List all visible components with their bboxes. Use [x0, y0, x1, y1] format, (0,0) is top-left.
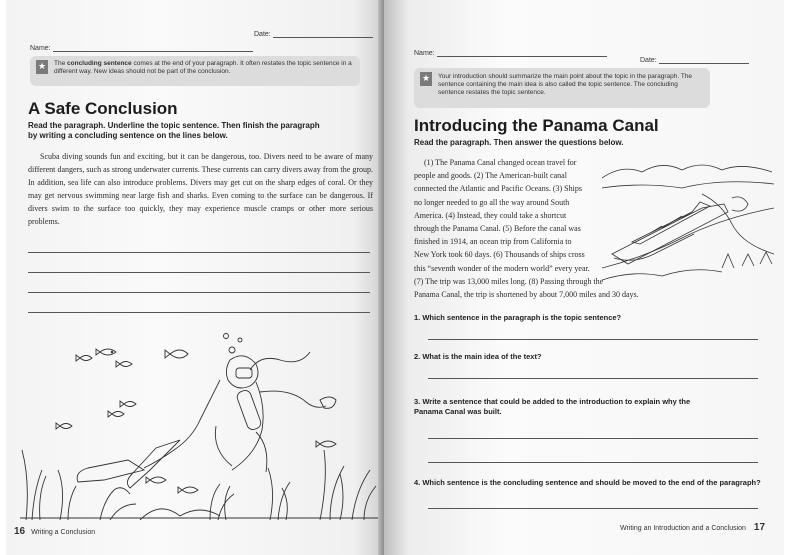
writing-line[interactable]	[28, 252, 370, 253]
name-field	[414, 49, 607, 57]
instructions: Read the paragraph. Then answer the questions below.	[414, 138, 624, 147]
left-footer	[14, 526, 95, 537]
star-icon: ★	[36, 60, 48, 74]
page-title: A Safe Conclusion	[28, 99, 178, 118]
question-2: 2. What is the main idea of the text?	[414, 352, 542, 361]
left-page	[6, 0, 384, 555]
scuba-diver-illustration	[20, 330, 380, 520]
date-label: Date:	[640, 57, 657, 64]
tip-box: ★ The concluding sentence comes at the end of your paragraph. It often restates the topic sentence in a different way. New ideas should not be part of the conclusion.	[30, 56, 360, 86]
date-field	[640, 56, 749, 64]
tip-keyword: concluding sentence	[67, 60, 132, 67]
date-line[interactable]	[659, 56, 749, 64]
question-3: 3. Write a sentence that could be added to the introduction to explain why the Panama Canal was built.	[414, 397, 691, 416]
page-title: Introducing the Panama Canal	[414, 116, 659, 135]
answer-line[interactable]	[428, 378, 758, 379]
answer-line[interactable]	[428, 339, 758, 340]
passage: (1) The Panama Canal changed ocean travel for people and goods. (2) The American-built canal connected the Atlantic and Pacific Oceans. (3) Ships no longer needed to go all the way around South America. (4) Instead, they could take a shortcut through the Panama Canal. (5) Before the canal was finished in 1914, an ocean trip from California to New York took 60 days. (6) Thousands of ships cross this “seventh wonder of the modern world” every year. (7) The trip was 13,000 miles long. (8) Passing through the Panama Canal, the trip is shortened by about 7,000 miles and 30 days.	[414, 158, 639, 300]
question-1: 1. Which sentence in the paragraph is the topic sentence?	[414, 313, 622, 322]
date-line[interactable]	[273, 30, 373, 38]
passage: Scuba diving sounds fun and exciting, but it can be dangerous, too. Divers need to be aware of many different dangers, such as strong underwater currents. These currents can carry divers away from the group. In addition, sea life can also introduce problems. Divers may get cut on the sharp edges of coral. Or they may get nervous swimming near large fish and sharks. Even coming to the surface can be dangerous. If divers swim to the surface too quickly, they may experience muscle cramps or other more serious problems.	[28, 152, 373, 226]
name-line[interactable]	[437, 49, 607, 57]
footer-text: Writing a Conclusion	[31, 529, 96, 536]
name-line[interactable]	[53, 44, 253, 52]
right-page	[384, 0, 784, 555]
right-footer	[620, 522, 769, 533]
answer-line[interactable]	[428, 462, 758, 463]
question-4: 4. Which sentence is the concluding sentence and should be moved to the end of the paragraph?	[414, 478, 761, 487]
tip-box: ★ Your introduction should summarize the main point about the topic in the paragraph. The sentence containing the main idea is also called the topic sentence. The concluding sentence restates the topic sentence.	[414, 68, 710, 108]
writing-line[interactable]	[28, 292, 370, 293]
page-number: 16	[14, 526, 26, 537]
answer-line[interactable]	[428, 508, 758, 509]
date-field	[254, 30, 373, 38]
date-label: Date:	[254, 31, 271, 38]
name-label: Name:	[414, 50, 435, 57]
writing-line[interactable]	[28, 272, 370, 273]
page-number: 17	[753, 522, 766, 533]
answer-line[interactable]	[428, 438, 758, 439]
instructions: Read the paragraph. Underline the topic sentence. Then finish the paragraph by writing a concluding sentence on the lines below.	[28, 121, 320, 140]
name-label: Name:	[30, 45, 51, 52]
star-icon: ★	[420, 72, 432, 86]
writing-line[interactable]	[28, 312, 370, 313]
cruise-ship-canal-illustration	[602, 158, 774, 288]
footer-text: Writing an Introduction and a Conclusion	[620, 525, 746, 532]
name-field	[30, 44, 253, 52]
